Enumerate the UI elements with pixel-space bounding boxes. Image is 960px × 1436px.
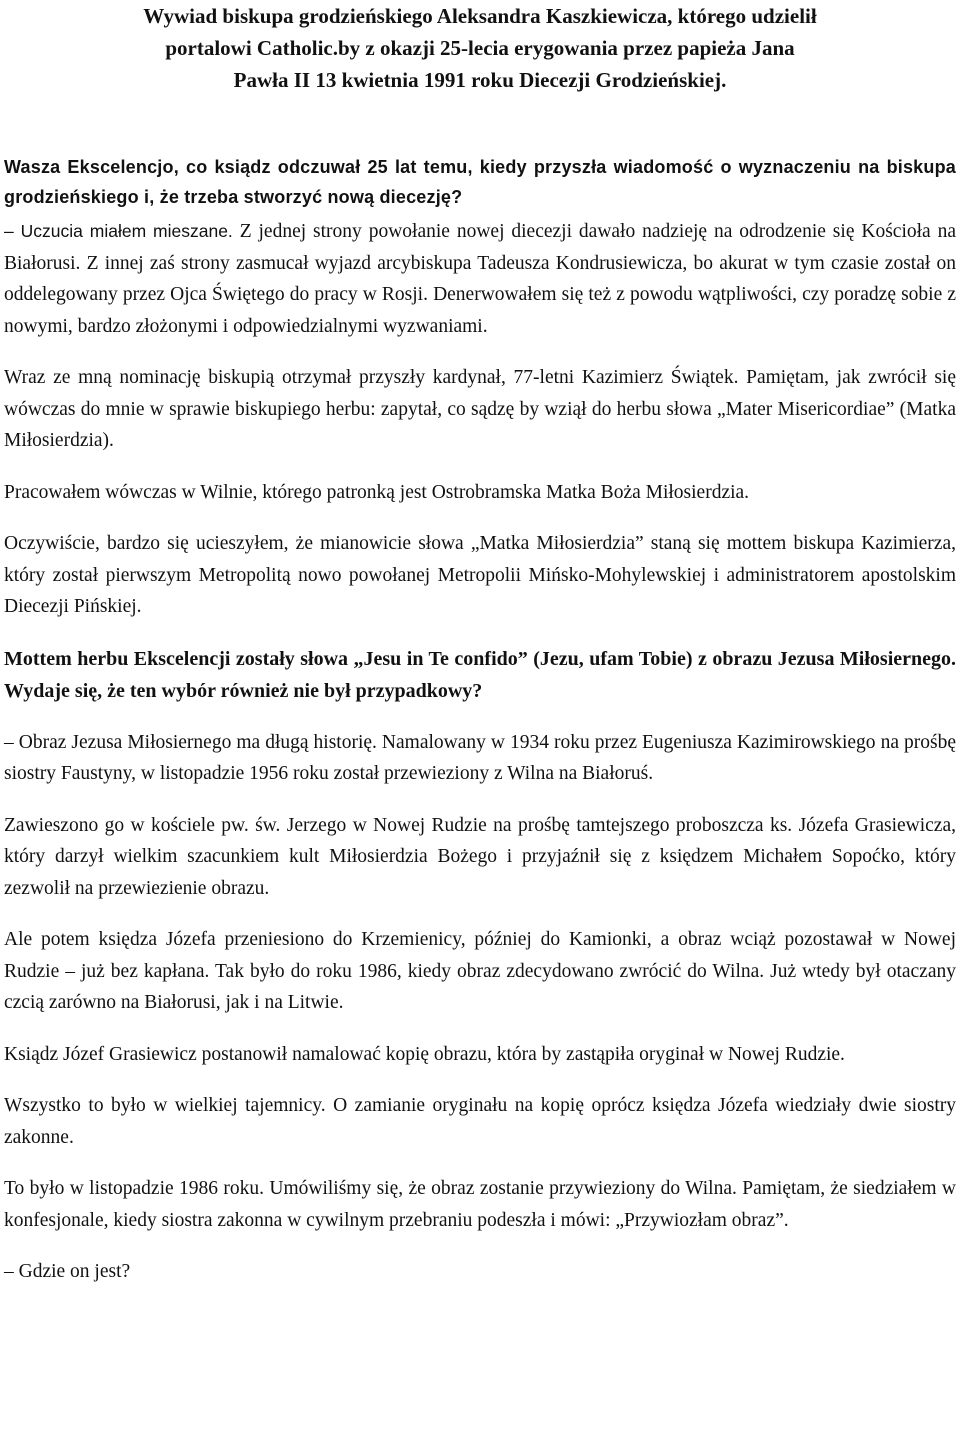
answer-1-body: Z jednej strony powołanie nowej diecezji dawało nadzieję na odrodzenie się Kościoła na Białorusi. Z innej zaś strony zasmucał wyjazd arcybiskupa Tadeusza Kondrusiewicza, bo akurat w tym czasie został on oddelegowany przez Ojca Świętego do pracy w Rosji. Denerwowałem się też z powodu wątpliwości, czy poradzę sobie z nowymi, bardzo złożonymi i odpowiedzialnymi wyzwaniami. bbox=[4, 221, 956, 337]
answer-2: – Obraz Jezusa Miłosiernego ma długą historię. Namalowany w 1934 roku przez Eugeniusza Kazimirowskiego na prośbę siostry Faustyny, w listopadzie 1956 roku został przewieziony z Wilna na Białoruś. bbox=[4, 731, 956, 784]
document-title bbox=[4, 0, 956, 96]
paragraph-5: Zawieszono go w kościele pw. św. Jerzego w Nowej Rudzie na prośbę tamtejszego proboszcza ks. Józefa Grasiewicza, który darzył wielkim szacunkiem kult Miłosierdzia Bożego i przyjaźnił się z księdzem Michałem Sopoćko, który zezwolił na przewiezienie obrazu. bbox=[4, 814, 956, 899]
question-2: Mottem herbu Ekscelencji zostały słowa „Jesu in Te confido” (Jezu, ufam Tobie) z obrazu Jezusa Miłosiernego. Wydaje się, że ten wybór również nie był przypadkowy? bbox=[4, 647, 956, 702]
question-1: Wasza Ekscelencjo, co ksiądz odczuwał 25 lat temu, kiedy przyszła wiadomość o wyznaczeniu na biskupa grodzieńskiego i, że trzeba stworzyć nową diecezję? bbox=[4, 157, 956, 207]
paragraph-3: Pracowałem wówczas w Wilnie, którego patronką jest Ostrobramska Matka Boża Miłosierdzia. bbox=[4, 481, 750, 503]
paragraph-8: Wszystko to było w wielkiej tajemnicy. O zamianie oryginału na kopię oprócz księdza Józefa wiedziały dwie siostry zakonne. bbox=[4, 1095, 956, 1148]
paragraph-9: To było w listopadzie 1986 roku. Umówiliśmy się, że obraz zostanie przywieziony do Wilna. Pamiętam, że siedziałem w konfesjonale, kiedy siostra zakonna w cywilnym przebraniu podeszła i mówi: „Przywiozłam obraz”. bbox=[4, 1178, 956, 1231]
title-line-2: portalowi Catholic.by z okazji 25-lecia erygowania przez papieża Jana bbox=[165, 36, 795, 60]
paragraph-2: Wraz ze mną nominację biskupią otrzymał przyszły kardynał, 77-letni Kazimierz Świątek. Pamiętam, jak zwrócił się wówczas do mnie w sprawie biskupiego herbu: zapytał, co sądzę by wziął do herbu słowa „Mater Misericordiae” (Matka Miłosierdzia). bbox=[4, 367, 956, 451]
title-line-1: Wywiad biskupa grodzieńskiego Aleksandra Kaszkiewicza, którego udzielił bbox=[143, 4, 817, 28]
answer-1 bbox=[4, 216, 956, 342]
document-page bbox=[4, 0, 956, 1288]
paragraph-7: Ksiądz Józef Grasiewicz postanowił namalować kopię obrazu, która by zastąpiła oryginał w Nowej Rudzie. bbox=[4, 1043, 845, 1065]
paragraph-4: Oczywiście, bardzo się ucieszyłem, że mianowicie słowa „Matka Miłosierdzia” staną się mottem biskupa Kazimierza, który został pierwszym Metropolitą nowo powołanej Metropolii Mińsko-Mohylewskiej i administratorem apostolskim Diecezji Pińskiej. bbox=[4, 533, 956, 617]
paragraph-6: Ale potem księdza Józefa przeniesiono do Krzemienicy, później do Kamionki, a obraz wciąż pozostawał w Nowej Rudzie – już bez kapłana. Tak było do roku 1986, kiedy obraz zdecydowano zwrócić do Wilna. Już wtedy był otaczany czcią zarówno na Białorusi, jak i na Litwie. bbox=[4, 929, 956, 1013]
title-line-3: Pawła II 13 kwietnia 1991 roku Diecezji Grodzieńskiej. bbox=[233, 68, 727, 92]
answer-1-opening: – Uczucia miałem mieszane. bbox=[4, 221, 233, 241]
paragraph-10: – Gdzie on jest? bbox=[4, 1261, 131, 1282]
